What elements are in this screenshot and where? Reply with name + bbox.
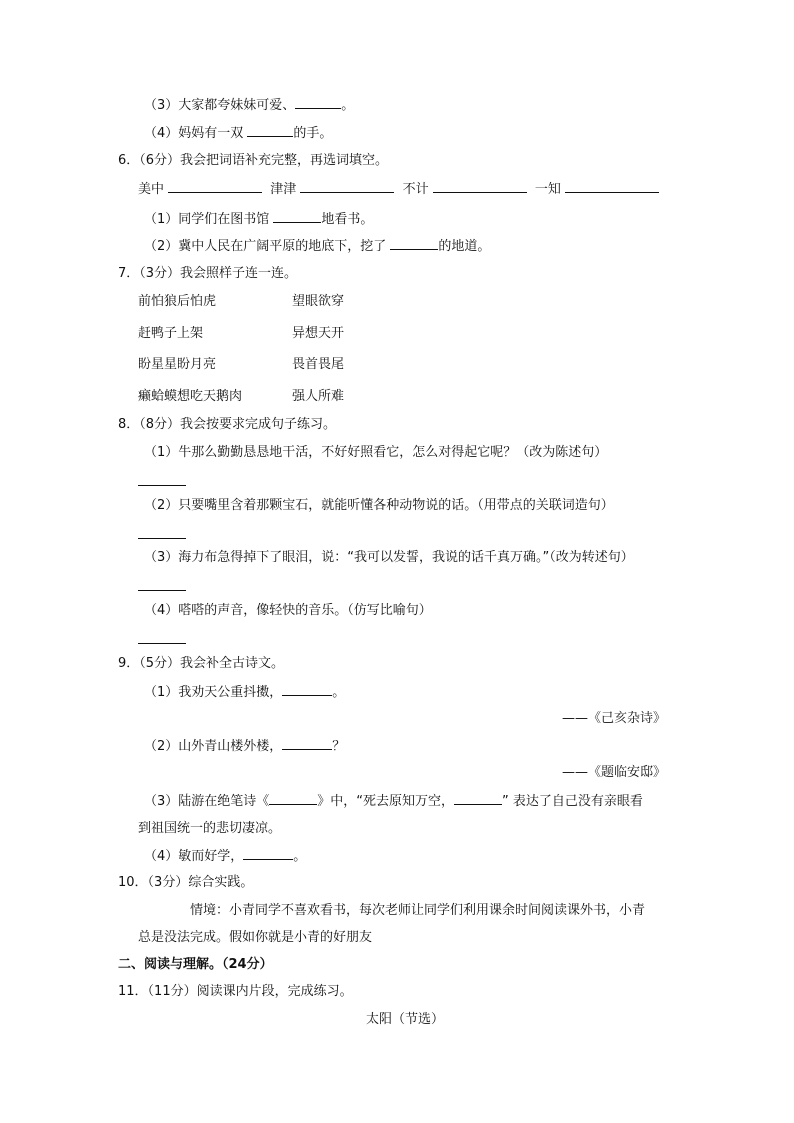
q10-context-line-2: 总是没法完成。假如你就是小青的好朋友 (138, 930, 373, 945)
answer-blank[interactable] (269, 792, 317, 805)
answer-blank[interactable] (247, 124, 293, 137)
answer-blank[interactable] (433, 180, 527, 193)
q8-item-2: （2）只要嘴里含着那颗宝石，就能听懂各种动物说的话。（用带点的关联词造句） (144, 498, 614, 513)
q7-left-item[interactable]: 盼星星盼月亮 (138, 357, 217, 372)
q8-item-4: （4）嗒嗒的声音，像轻快的音乐。（仿写比喻句） (144, 603, 432, 618)
q9-item-4: （4）敏而好学， 。 (144, 849, 307, 864)
q5-item-3: （3）大家都夸妹妹可爱、 。 (144, 98, 355, 113)
answer-blank[interactable] (454, 792, 502, 805)
answer-line[interactable] (138, 485, 186, 486)
q6-sentence-1: （1）同学们在图书馆 地看书。 (144, 212, 374, 227)
q7-right-item[interactable]: 畏首畏尾 (292, 357, 345, 372)
answer-blank[interactable] (273, 210, 321, 223)
q9-item-2: （2）山外青山楼外楼， ？ (144, 739, 346, 754)
q9-item-3: （3）陆游在绝笔诗《 》中，“死去原知万空， ” 表达了自己没有亲眼看 (144, 794, 643, 809)
answer-line[interactable] (138, 590, 186, 591)
q10-context-line-1: 情境：小青同学不喜欢看书，每次老师让同学们利用课余时间阅读课外书，小青 (190, 903, 646, 918)
q6-word-row: 美中 津津 不计 一知 (138, 180, 659, 199)
q9-title: 9．（5分）我会补全古诗文。 (118, 656, 285, 671)
q6-sentence-2: （2）冀中人民在广阔平原的地底下，挖了 的地道。 (144, 239, 491, 254)
answer-blank[interactable] (243, 847, 293, 860)
answer-line[interactable] (138, 538, 186, 539)
answer-blank[interactable] (282, 737, 332, 750)
q5-item-4: （4）妈妈有一双 的手。 (144, 126, 333, 141)
q9-source-1: ——《己亥杂诗》 (562, 711, 667, 726)
answer-blank[interactable] (295, 96, 341, 109)
q9-source-2: ——《题临安邸》 (562, 765, 667, 780)
section-heading: 二、阅读与理解。（24分） (118, 957, 273, 972)
q6-title: 6．（6分）我会把词语补充完整，再选词填空。 (118, 153, 389, 168)
answer-blank[interactable] (300, 180, 394, 193)
q9-item-1: （1）我劝天公重抖擞， 。 (144, 685, 346, 700)
answer-blank[interactable] (565, 180, 659, 193)
q7-left-item[interactable]: 赶鸭子上架 (138, 326, 204, 341)
q7-right-item[interactable]: 异想天开 (292, 326, 345, 341)
answer-blank[interactable] (390, 237, 438, 250)
q7-right-item[interactable]: 强人所难 (292, 389, 345, 404)
q10-title: 10．（3分）综合实践。 (118, 875, 254, 890)
q7-title: 7．（3分）我会照样子连一连。 (118, 266, 298, 281)
q8-item-1: （1）牛那么勤勤恳恳地干活，不好好照看它，怎么对得起它呢？（改为陈述句） (144, 445, 608, 460)
answer-blank[interactable] (282, 683, 332, 696)
q7-right-item[interactable]: 望眼欲穿 (292, 294, 345, 309)
q8-item-3: （3）海力布急得掉下了眼泪，说：“我可以发誓，我说的话千真万确。”（改为转述句） (144, 550, 634, 565)
answer-line[interactable] (138, 643, 186, 644)
q8-title: 8．（8分）我会按要求完成句子练习。 (118, 417, 337, 432)
answer-blank[interactable] (168, 180, 262, 193)
q7-left-item[interactable]: 癞蛤蟆想吃天鹅肉 (138, 389, 243, 404)
q11-title: 11．（11分）阅读课内片段，完成练习。 (118, 984, 353, 999)
q9-item-3-continued: 到祖国统一的悲切凄凉。 (138, 821, 282, 836)
q7-left-item[interactable]: 前怕狼后怕虎 (138, 294, 217, 309)
passage-title: 太阳（节选） (366, 1012, 445, 1027)
